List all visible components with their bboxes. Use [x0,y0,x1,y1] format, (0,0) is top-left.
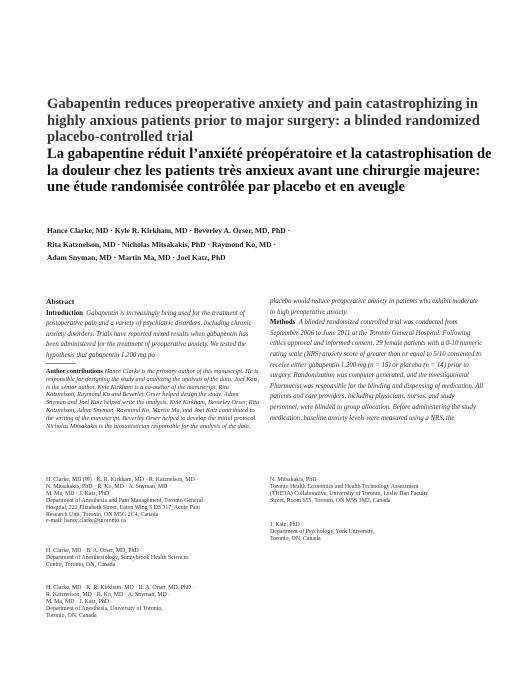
author-contributions [46,368,260,430]
affiliation-line: H. Clarke, MD · B. A. Orser, MD, PhD [46,548,139,554]
abstract-methods [270,318,484,424]
affiliation-block-5 [270,522,484,543]
affiliation-line: N. Mitsakakis, PhD · R. Ko, MD · A. Snyman, MD · [46,483,171,490]
affiliation-line: Research Unit, Toronto, ON M5G 2C4, Canada [46,511,159,518]
affiliation-line: Department of Psychology, York University, [270,528,375,535]
introduction-head: Introduction [46,309,83,317]
affiliation-line: Street, Room 655, Toronto, ON M5S 3M2, Canada [270,497,391,504]
affiliation-line: Department of Anesthesia and Pain Management, Toronto General [46,497,203,504]
affiliation-block-3 [46,585,260,620]
author-line: Hance Clarke, MD · Kyle R. Kirkham, MD · Beverley A. Orser, MD, PhD · [47,226,291,235]
affiliation-line: Toronto, ON, Canada [46,612,97,619]
footnote-divider [46,363,76,364]
abstract-left-column [46,297,260,362]
affiliation-line: M. Ma, MD · J. Katz, PhD [46,598,110,605]
author-line: Rita Katznelson, MD · Nicholas Mitsakakis, PhD · Raymond Ko, MD · [47,239,277,249]
affiliation-block-2 [46,548,260,569]
affiliation-line: Department of Anesthesiology, Sunnybrook Health Sciences [46,554,189,561]
introduction-text: Gabapentin is increasingly being used for the treatment of postoperative pain and a variety of psychiatric disorders, including chronic anxiety disorders. Trials have reported mixed results when gabapentin has been administered for the treatment of preoperative anxiety. We tested the hypothesis that gabapentin 1,200 mg po [46,309,252,359]
methods-head: Methods [270,319,296,327]
affiliation-line: Toronto, ON, Canada [270,535,321,542]
abstract-introduction [46,309,260,362]
affiliation-line: H. Clarke, MD · K. R. Kirkham, MD · B. A. Orser, MD, PhD · [46,585,195,591]
abstract-continued: placebo would reduce preoperative anxiety in patients who exhibit moderate to high preoperative anxiety. [270,298,479,316]
methods-text: A blinded randomized controlled trial was conducted from September 2006 to June 2011 at the Toronto General Hospital. Following ethics approval and informed consent, 29 female patients with a 0-10 numeric rating scale (NRS) anxiety score of greater than or equal to 5/10 consented to receive either gabapentin 1,200 mg (n = 15) or placebo (n = 14) prior to surgery. Randomization was computer generated, and the investigational Pharmacist was responsible for the blinding and dispensing of medication. All patients and care providers, including physicians, nurses, and study personnel, were blinded to group allocation. Before administering the study medication, baseline anxiety levels were measured using a NRS, the [270,319,484,422]
affiliation-email[interactable]: e-mail: hance.clarke@utoronto.ca [46,518,126,525]
article-title-french: La gabapentine réduit l’anxiété préopératoire et la catastrophisation de la douleur chez les patients très anxieux avant une chirurgie majeure: une étude randomisée contrôlée par placebo et en aveugle [47,146,492,196]
affiliation-line: Department of Anesthesia, University of Toronto, [46,605,163,612]
contributions-text: Hance Clarke is the primary author of this manuscript. He is responsible for designing the study and analyzing the analysis of the data. Joel Katz, is the senior author. Kyle Kirkham is a co-author of the manuscript. Rita Katznelson, Raymond Ko and Beverley Orser helped design the study. Adam Snyman and Joel Katz helped write the analysis. Kyle Kirkham, Beverley Orser, Rita Katznelson, Adam Snyman, Raymond Ko, Martin Ma, and Joel Katz contributed to the writing of the manuscript. Beverley Orser helped to develop the initial protocol. Nicholas Mitsakakis is the biostatistician responsible for the analysis of the data. [46,368,260,430]
affiliation-line: M. Ma, MD · J. Katz, PhD [46,490,110,497]
article-title-english: Gabapentin reduces preoperative anxiety and pain catastrophizing in highly anxious patients prior to major surgery: a blinded randomized placebo-controlled trial [47,96,480,146]
affiliation-line: Hospital, 222 Elizabeth Street, Eaton Wing 3 EB 317, Acute Pain [46,504,200,511]
affiliation-line: H. Clarke, MD (✉) · K. R. Kirkham, MD · R. Katznelson, MD · [46,477,199,483]
affiliation-block-1 [46,477,260,525]
affiliation-line: R. Katznelson, MD · R. Ko, MD · A. Snyman, MD · [46,591,171,598]
contributions-head: Author contributions [46,368,104,375]
affiliation-line: (THETA) Collaborative, University of Toronto, Leslie Dan Faculty [270,490,429,497]
affiliation-block-4 [270,477,484,505]
affiliation-line: N. Mitsakakis, PhD [270,477,317,483]
affiliation-line: Centre, Toronto, ON, Canada [46,561,116,568]
affiliation-line: J. Katz, PhD [270,522,300,528]
affiliation-line: Toronto Health Economics and Health Technology Assessment [270,483,419,490]
abstract-heading: Abstract [46,297,75,306]
author-line: Adam Snyman, MD · Martin Ma, MD · Joel Katz, PhD [47,253,226,263]
abstract-right-column [270,297,484,424]
author-list [47,224,487,265]
